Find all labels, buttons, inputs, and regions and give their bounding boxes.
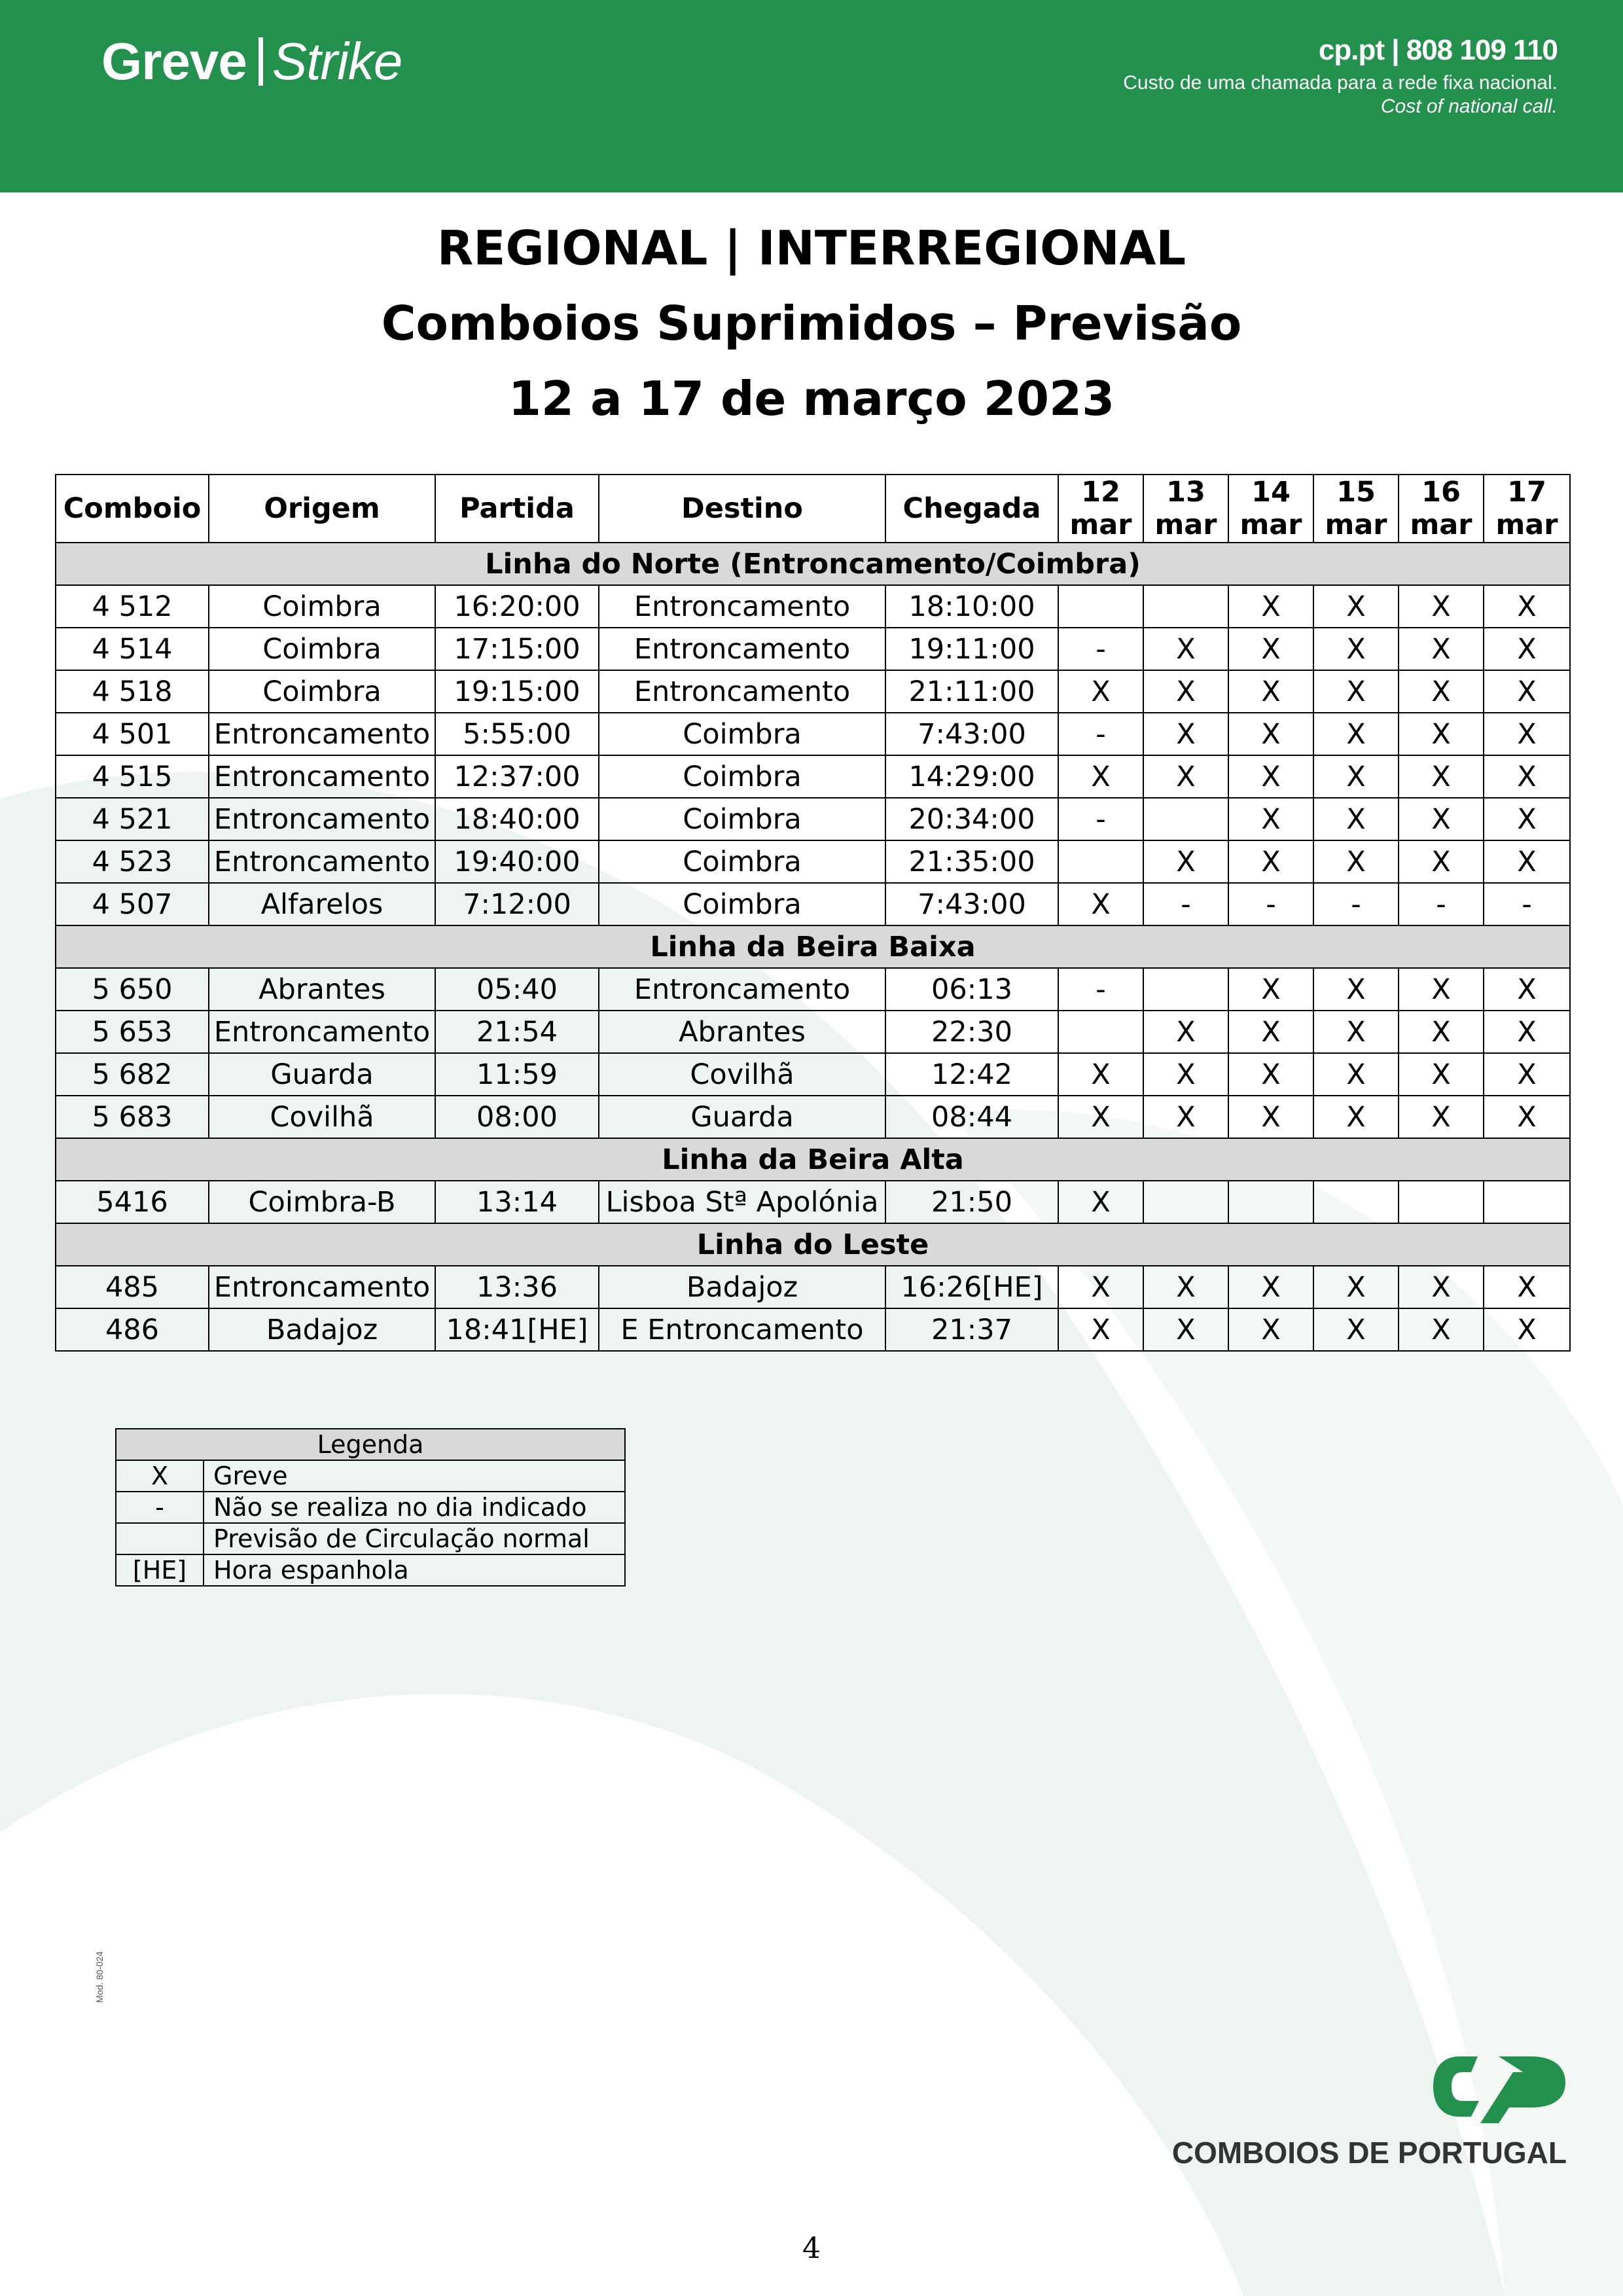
table-row <box>56 1053 1570 1096</box>
cell-day-status: X <box>1228 968 1313 1011</box>
cell-day-status: X <box>1484 585 1570 628</box>
header-day-12: 12 mar <box>1058 475 1143 543</box>
cell-day-status <box>1143 1181 1228 1223</box>
document-title <box>0 211 1623 437</box>
cell-destino: Entroncamento <box>599 968 885 1011</box>
title-line-3: 12 a 17 de março 2023 <box>508 371 1115 426</box>
cell-partida: 11:59 <box>435 1053 599 1096</box>
cell-day-status: X <box>1313 628 1399 670</box>
cell-day-status: X <box>1484 670 1570 713</box>
cell-partida: 7:12:00 <box>435 883 599 925</box>
cell-chegada: 21:35:00 <box>885 840 1058 883</box>
cell-day-status: - <box>1143 883 1228 925</box>
cell-day-status: X <box>1313 585 1399 628</box>
cell-day-status: X <box>1399 585 1484 628</box>
table-row <box>56 670 1570 713</box>
cell-partida: 18:40:00 <box>435 798 599 840</box>
cell-origem: Entroncamento <box>209 1011 435 1053</box>
cell-day-status: - <box>1058 968 1143 1011</box>
cell-origem: Coimbra <box>209 628 435 670</box>
cell-origem: Badajoz <box>209 1308 435 1351</box>
cell-day-status: X <box>1058 1096 1143 1138</box>
cell-day-status: X <box>1228 713 1313 755</box>
cell-chegada: 12:42 <box>885 1053 1058 1096</box>
section-title: Linha da Beira Baixa <box>56 925 1570 968</box>
contact-line: cp.pt | 808 109 110 <box>1318 34 1558 66</box>
cell-day-status: X <box>1399 628 1484 670</box>
legend-symbol: [HE] <box>116 1554 204 1586</box>
cell-comboio: 4 518 <box>56 670 209 713</box>
header-destino: Destino <box>599 475 885 543</box>
suppressed-trains-table <box>55 474 1571 1352</box>
cell-chegada: 21:37 <box>885 1308 1058 1351</box>
cell-comboio: 4 512 <box>56 585 209 628</box>
cell-day-status: X <box>1484 628 1570 670</box>
cell-chegada: 19:11:00 <box>885 628 1058 670</box>
cell-day-status: X <box>1399 1096 1484 1138</box>
table-row <box>56 1011 1570 1053</box>
cell-day-status: X <box>1313 713 1399 755</box>
cell-destino: Entroncamento <box>599 628 885 670</box>
cell-day-status: X <box>1313 1266 1399 1308</box>
cell-day-status: X <box>1313 1053 1399 1096</box>
cell-day-status: X <box>1399 968 1484 1011</box>
cell-day-status: X <box>1484 713 1570 755</box>
cell-comboio: 486 <box>56 1308 209 1351</box>
cell-origem: Entroncamento <box>209 755 435 798</box>
header-band <box>0 0 1623 192</box>
cell-day-status: X <box>1399 755 1484 798</box>
cell-destino: Coimbra <box>599 840 885 883</box>
header-partida: Partida <box>435 475 599 543</box>
cell-chegada: 20:34:00 <box>885 798 1058 840</box>
cell-day-status <box>1143 585 1228 628</box>
cell-day-status: X <box>1143 670 1228 713</box>
table-row <box>56 883 1570 925</box>
cell-day-status: X <box>1484 798 1570 840</box>
cell-day-status: X <box>1228 1053 1313 1096</box>
table-row <box>56 628 1570 670</box>
cell-day-status: X <box>1228 1011 1313 1053</box>
cell-comboio: 5 650 <box>56 968 209 1011</box>
cell-day-status: X <box>1313 968 1399 1011</box>
cell-day-status: X <box>1143 840 1228 883</box>
cell-day-status: X <box>1228 1266 1313 1308</box>
cell-day-status: X <box>1313 1011 1399 1053</box>
cell-destino: E Entroncamento <box>599 1308 885 1351</box>
brand-separator <box>259 37 263 86</box>
cell-day-status: X <box>1143 1053 1228 1096</box>
cell-chegada: 06:13 <box>885 968 1058 1011</box>
cell-comboio: 4 521 <box>56 798 209 840</box>
section-title: Linha da Beira Alta <box>56 1138 1570 1181</box>
title-line-2: Comboios Suprimidos – Previsão <box>381 296 1242 351</box>
cell-destino: Abrantes <box>599 1011 885 1053</box>
cell-comboio: 4 514 <box>56 628 209 670</box>
legend-symbol <box>116 1523 204 1554</box>
cell-destino: Coimbra <box>599 713 885 755</box>
legend-description: Não se realiza no dia indicado <box>204 1492 625 1523</box>
cell-partida: 13:36 <box>435 1266 599 1308</box>
cell-day-status: X <box>1058 1308 1143 1351</box>
cell-comboio: 5416 <box>56 1181 209 1223</box>
cell-day-status: X <box>1313 670 1399 713</box>
section-row <box>56 543 1570 585</box>
cell-day-status: X <box>1228 585 1313 628</box>
cell-origem: Entroncamento <box>209 798 435 840</box>
cell-day-status: X <box>1228 1308 1313 1351</box>
cell-day-status: X <box>1484 1053 1570 1096</box>
cell-day-status: X <box>1313 1308 1399 1351</box>
header-day-17: 17 mar <box>1484 475 1570 543</box>
cell-partida: 18:41[HE] <box>435 1308 599 1351</box>
cell-destino: Badajoz <box>599 1266 885 1308</box>
form-code: Mod. 80-024 <box>94 1951 105 2003</box>
header-comboio: Comboio <box>56 475 209 543</box>
cp-logo-icon <box>1431 2053 1568 2126</box>
legend-title: Legenda <box>116 1429 625 1460</box>
brand-strike: Strike <box>272 32 402 90</box>
cell-partida: 19:40:00 <box>435 840 599 883</box>
legend-description: Hora espanhola <box>204 1554 625 1586</box>
contact-note-pt: Custo de uma chamada para a rede fixa nacional. <box>1123 72 1558 94</box>
cell-day-status: - <box>1228 883 1313 925</box>
cell-destino: Coimbra <box>599 755 885 798</box>
cell-chegada: 7:43:00 <box>885 713 1058 755</box>
cell-destino: Coimbra <box>599 798 885 840</box>
section-row <box>56 1223 1570 1266</box>
cell-origem: Guarda <box>209 1053 435 1096</box>
cell-day-status: X <box>1143 1096 1228 1138</box>
cell-day-status: X <box>1399 713 1484 755</box>
cell-partida: 13:14 <box>435 1181 599 1223</box>
cell-origem: Entroncamento <box>209 1266 435 1308</box>
cell-day-status: - <box>1058 628 1143 670</box>
contact-note-en: Cost of national call. <box>1380 96 1558 117</box>
cell-day-status: X <box>1228 798 1313 840</box>
table-row <box>56 1181 1570 1223</box>
cell-comboio: 4 515 <box>56 755 209 798</box>
cell-partida: 19:15:00 <box>435 670 599 713</box>
cell-partida: 5:55:00 <box>435 713 599 755</box>
section-title: Linha do Norte (Entroncamento/Coimbra) <box>56 543 1570 585</box>
cell-day-status: X <box>1143 1308 1228 1351</box>
legend-row <box>116 1554 625 1586</box>
legend-row <box>116 1492 625 1523</box>
cell-day-status: X <box>1228 628 1313 670</box>
table-row <box>56 1266 1570 1308</box>
cell-origem: Coimbra-B <box>209 1181 435 1223</box>
cell-day-status: X <box>1484 1308 1570 1351</box>
header-day-13: 13 mar <box>1143 475 1228 543</box>
legend-row <box>116 1460 625 1492</box>
header-day-16: 16 mar <box>1399 475 1484 543</box>
cell-destino: Entroncamento <box>599 670 885 713</box>
table-row <box>56 1308 1570 1351</box>
table-header-row <box>56 475 1570 543</box>
cell-day-status <box>1484 1181 1570 1223</box>
cell-partida: 08:00 <box>435 1096 599 1138</box>
contact-info <box>1123 34 1558 118</box>
section-title: Linha do Leste <box>56 1223 1570 1266</box>
cell-day-status: X <box>1313 755 1399 798</box>
page-number: 4 <box>802 2232 821 2265</box>
cell-comboio: 485 <box>56 1266 209 1308</box>
cell-day-status: X <box>1058 1053 1143 1096</box>
cell-day-status: X <box>1228 1096 1313 1138</box>
legend-body <box>116 1460 625 1586</box>
cell-day-status <box>1058 585 1143 628</box>
cell-partida: 12:37:00 <box>435 755 599 798</box>
cell-day-status <box>1228 1181 1313 1223</box>
cell-destino: Guarda <box>599 1096 885 1138</box>
cell-origem: Covilhã <box>209 1096 435 1138</box>
cell-day-status: X <box>1058 755 1143 798</box>
cell-chegada: 18:10:00 <box>885 585 1058 628</box>
table-body <box>56 543 1570 1351</box>
cell-comboio: 4 523 <box>56 840 209 883</box>
table-row <box>56 713 1570 755</box>
cell-day-status: X <box>1484 755 1570 798</box>
cell-comboio: 5 683 <box>56 1096 209 1138</box>
cell-chegada: 22:30 <box>885 1011 1058 1053</box>
cell-day-status: X <box>1484 1096 1570 1138</box>
cell-day-status: - <box>1058 798 1143 840</box>
cell-day-status: X <box>1058 670 1143 713</box>
section-row <box>56 925 1570 968</box>
cell-day-status: X <box>1228 670 1313 713</box>
cell-origem: Entroncamento <box>209 840 435 883</box>
cell-day-status: X <box>1313 1096 1399 1138</box>
cell-day-status: X <box>1399 1011 1484 1053</box>
cell-chegada: 7:43:00 <box>885 883 1058 925</box>
legend-symbol: X <box>116 1460 204 1492</box>
header-day-14: 14 mar <box>1228 475 1313 543</box>
cell-origem: Coimbra <box>209 670 435 713</box>
cell-day-status: - <box>1484 883 1570 925</box>
cell-day-status <box>1143 968 1228 1011</box>
title-line-1: REGIONAL | INTERREGIONAL <box>437 221 1186 276</box>
cell-day-status: X <box>1143 713 1228 755</box>
header-chegada: Chegada <box>885 475 1058 543</box>
cell-day-status <box>1313 1181 1399 1223</box>
cell-destino: Covilhã <box>599 1053 885 1096</box>
cell-day-status: X <box>1399 798 1484 840</box>
cell-comboio: 4 507 <box>56 883 209 925</box>
header-day-15: 15 mar <box>1313 475 1399 543</box>
cell-day-status: X <box>1484 840 1570 883</box>
cell-chegada: 21:11:00 <box>885 670 1058 713</box>
cell-day-status: X <box>1143 755 1228 798</box>
section-row <box>56 1138 1570 1181</box>
cell-day-status <box>1399 1181 1484 1223</box>
cell-day-status: X <box>1313 798 1399 840</box>
cell-chegada: 16:26[HE] <box>885 1266 1058 1308</box>
legend-table <box>115 1428 626 1587</box>
cell-day-status <box>1143 798 1228 840</box>
cell-day-status: X <box>1313 840 1399 883</box>
cell-partida: 17:15:00 <box>435 628 599 670</box>
cell-chegada: 08:44 <box>885 1096 1058 1138</box>
cell-day-status: X <box>1143 628 1228 670</box>
strike-brand <box>101 31 402 92</box>
cell-day-status: - <box>1399 883 1484 925</box>
cell-day-status: X <box>1058 883 1143 925</box>
cell-day-status: X <box>1484 1011 1570 1053</box>
cell-chegada: 21:50 <box>885 1181 1058 1223</box>
cell-destino: Coimbra <box>599 883 885 925</box>
cell-day-status: X <box>1399 840 1484 883</box>
legend-description: Greve <box>204 1460 625 1492</box>
table-row <box>56 968 1570 1011</box>
cell-day-status: X <box>1484 968 1570 1011</box>
cell-comboio: 4 501 <box>56 713 209 755</box>
cell-partida: 21:54 <box>435 1011 599 1053</box>
company-name: COMBOIOS DE PORTUGAL <box>1171 2136 1567 2170</box>
cell-day-status: - <box>1313 883 1399 925</box>
header-origem: Origem <box>209 475 435 543</box>
cell-chegada: 14:29:00 <box>885 755 1058 798</box>
cell-day-status: X <box>1484 1266 1570 1308</box>
legend-row <box>116 1523 625 1554</box>
cell-day-status: X <box>1143 1011 1228 1053</box>
table-row <box>56 798 1570 840</box>
cell-day-status: X <box>1399 1308 1484 1351</box>
cell-day-status: X <box>1228 840 1313 883</box>
cell-comboio: 5 653 <box>56 1011 209 1053</box>
cell-partida: 16:20:00 <box>435 585 599 628</box>
cell-day-status: X <box>1228 755 1313 798</box>
cell-origem: Entroncamento <box>209 713 435 755</box>
cell-day-status: X <box>1399 670 1484 713</box>
cell-day-status: X <box>1058 1266 1143 1308</box>
table-row <box>56 585 1570 628</box>
table-row <box>56 1096 1570 1138</box>
cell-day-status: X <box>1399 1053 1484 1096</box>
cell-day-status: - <box>1058 713 1143 755</box>
brand-greve: Greve <box>101 32 247 90</box>
legend-symbol: - <box>116 1492 204 1523</box>
cell-day-status <box>1058 1011 1143 1053</box>
cell-partida: 05:40 <box>435 968 599 1011</box>
cell-origem: Alfarelos <box>209 883 435 925</box>
cell-destino: Entroncamento <box>599 585 885 628</box>
cell-day-status <box>1058 840 1143 883</box>
cell-comboio: 5 682 <box>56 1053 209 1096</box>
cell-origem: Coimbra <box>209 585 435 628</box>
cell-day-status: X <box>1058 1181 1143 1223</box>
table-row <box>56 840 1570 883</box>
cell-day-status: X <box>1399 1266 1484 1308</box>
cell-origem: Abrantes <box>209 968 435 1011</box>
cell-destino: Lisboa Stª Apolónia <box>599 1181 885 1223</box>
cell-day-status: X <box>1143 1266 1228 1308</box>
table-row <box>56 755 1570 798</box>
legend-description: Previsão de Circulação normal <box>204 1523 625 1554</box>
